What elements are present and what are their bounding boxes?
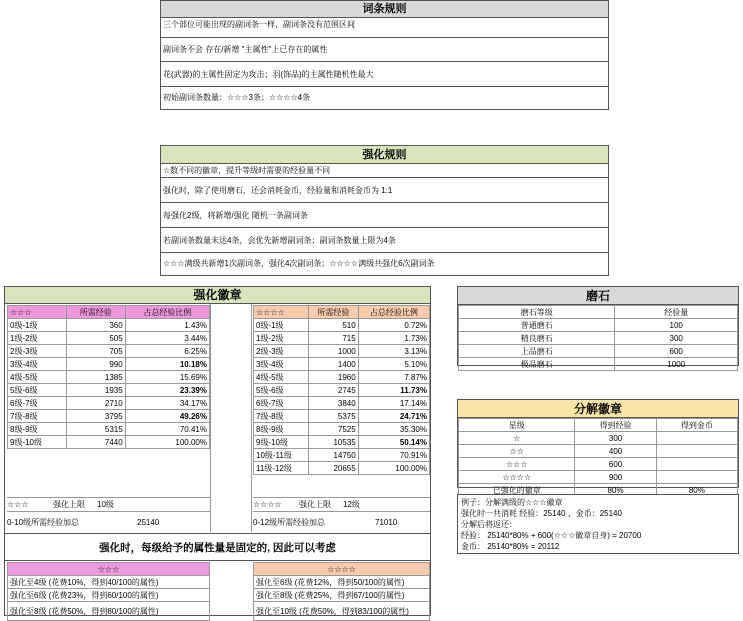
- decompose-title: 分解徽章: [458, 400, 738, 418]
- total-label: 0-12级所需经验加总: [253, 518, 326, 527]
- ratio-cell: 5.10%: [358, 358, 429, 371]
- whetstone-title: 磨石: [458, 287, 738, 305]
- ratio-cell: 7.87%: [358, 371, 429, 384]
- ratio-cell: 35.30%: [358, 423, 429, 436]
- exp-cell: 5315: [66, 423, 125, 436]
- table-row: [8, 358, 210, 371]
- affix-rules-panel: [160, 0, 609, 110]
- three-star-total: [7, 511, 210, 532]
- decompose-exp-cell: 400: [575, 445, 656, 458]
- attr-suggestion: 强化至10级 (花费50%，得到83/100的属性): [254, 602, 430, 621]
- total-value: 71010: [375, 518, 398, 527]
- table-row: [8, 423, 210, 436]
- decompose-gold-cell: [656, 445, 737, 458]
- ratio-column-header: 占总经验比例: [125, 306, 209, 319]
- table-row: [459, 471, 738, 484]
- decompose-exp-cell: 600: [575, 458, 656, 471]
- level-range-cell: 1级-2级: [254, 332, 309, 345]
- decompose-star-cell: ☆☆☆☆: [459, 471, 575, 484]
- level-range-cell: 5级-6级: [8, 384, 67, 397]
- attr-suggestion: 强化至8级 (花费50%，得到80/100的属性): [8, 602, 210, 621]
- table-row: [254, 345, 430, 358]
- exp-cell: 3795: [66, 410, 125, 423]
- whetstone-exp-cell: 100: [615, 319, 738, 332]
- ratio-cell: 70.91%: [358, 449, 429, 462]
- exp-cell: 3840: [308, 397, 358, 410]
- whetstone-panel: [457, 286, 739, 369]
- column-divider: [251, 304, 252, 532]
- exp-cell: 1960: [308, 371, 358, 384]
- table-row: [8, 332, 210, 345]
- exp-cell: 1385: [66, 371, 125, 384]
- four-star-header: ☆☆☆☆: [254, 306, 309, 319]
- level-range-cell: 8级-9级: [254, 423, 309, 436]
- attr-suggestion: 强化至8级 (花费25%，得到67/100的属性): [254, 589, 430, 602]
- decompose-star-cell: ☆☆: [459, 445, 575, 458]
- whetstone-name-cell: 精良磨石: [459, 332, 615, 345]
- enhance-rule-line: 若副词条数量未达4条，会优先新增副词条；副词条数量上限为4条: [161, 228, 608, 253]
- exp-column-header: 所需经验: [308, 306, 358, 319]
- exp-cell: 510: [308, 319, 358, 332]
- attr-title: 强化时，每级给予的属性量是固定的, 因此可以考虑: [5, 533, 430, 561]
- level-range-cell: 4级-5级: [254, 371, 309, 384]
- table-row: [254, 332, 430, 345]
- table-row: [8, 397, 210, 410]
- table-row: [254, 449, 430, 462]
- table-row: [459, 345, 738, 358]
- decompose-gold-header: 得到金币: [656, 419, 737, 432]
- decompose-gold-cell: [656, 458, 737, 471]
- exp-cell: 7525: [308, 423, 358, 436]
- table-row: [8, 371, 210, 384]
- whetstone-exp-cell: 1000: [615, 358, 738, 371]
- decompose-gold-cell: 80%: [656, 484, 737, 497]
- level-range-cell: 7级-8级: [8, 410, 67, 423]
- level-range-cell: 11级-12级: [254, 462, 309, 475]
- whetstone-name-cell: 极品磨石: [459, 358, 615, 371]
- level-range-cell: 0级-1级: [254, 319, 309, 332]
- enhance-rule-line: ☆数不同的徽章，提升等级时需要的经验量不同: [161, 164, 608, 178]
- table-row: [254, 358, 430, 371]
- ratio-cell: 70.41%: [125, 423, 209, 436]
- attr-four-star-header: ☆☆☆☆: [254, 563, 430, 576]
- exp-cell: 505: [66, 332, 125, 345]
- decompose-gold-cell: [656, 432, 737, 445]
- exp-cell: 705: [66, 345, 125, 358]
- badge-title: 强化徽章: [5, 287, 430, 304]
- exp-cell: 1935: [66, 384, 125, 397]
- ratio-cell: 1.73%: [358, 332, 429, 345]
- level-range-cell: 3级-4级: [254, 358, 309, 371]
- exp-cell: 2745: [308, 384, 358, 397]
- ratio-cell: 6.25%: [125, 345, 209, 358]
- ratio-cell: 3.13%: [358, 345, 429, 358]
- table-row: [459, 358, 738, 371]
- decompose-panel: [457, 399, 739, 495]
- level-range-cell: 8级-9级: [8, 423, 67, 436]
- attr-suggestion: 强化至4级 (花费10%，得到40/100的属性): [8, 576, 210, 589]
- limit-label: 强化上限: [299, 500, 331, 509]
- ratio-cell: 15.69%: [125, 371, 209, 384]
- badge-panel: [4, 286, 431, 616]
- table-row: [254, 371, 430, 384]
- affix-rule-line: 初始副词条数量：☆☆☆3条；☆☆☆☆4条: [163, 93, 311, 102]
- ratio-cell: 50.14%: [358, 436, 429, 449]
- total-value: 25140: [137, 518, 160, 527]
- affix-rule-line: 三个部位可能出现的副词条一样，副词条没有范围区间: [161, 18, 608, 38]
- enhance-rule-line: 强化时，除了使用磨石，还会消耗金币，经验量和消耗金币为 1:1: [161, 178, 608, 203]
- level-range-cell: 9级-10级: [8, 436, 67, 449]
- ratio-cell: 3.44%: [125, 332, 209, 345]
- table-row: [459, 319, 738, 332]
- whetstone-exp-cell: 300: [615, 332, 738, 345]
- table-row: [8, 345, 210, 358]
- example-line: 强化时一共消耗 经验：25140 、金币：25140: [461, 509, 622, 518]
- table-row: [254, 319, 430, 332]
- level-range-cell: 7级-8级: [254, 410, 309, 423]
- ratio-cell: 10.18%: [125, 358, 209, 371]
- exp-cell: 20655: [308, 462, 358, 475]
- decompose-star-cell: 已强化的徽章: [459, 484, 575, 497]
- exp-cell: 7440: [66, 436, 125, 449]
- whetstone-exp-cell: 600: [615, 345, 738, 358]
- four-star-total: [253, 511, 430, 532]
- decompose-exp-header: 得到经验: [575, 419, 656, 432]
- limit-star: ☆☆☆☆: [253, 500, 282, 509]
- enhance-rule-line: 每强化2级，将新增/强化 随机一条副词条: [161, 203, 608, 228]
- level-range-cell: 6级-7级: [8, 397, 67, 410]
- attr-four-star: [253, 562, 430, 621]
- whetstone-exp-header: 经验量: [615, 306, 738, 319]
- ratio-cell: 11.73%: [358, 384, 429, 397]
- badge-three-star-table: [7, 305, 210, 449]
- table-row: [254, 397, 430, 410]
- exp-cell: 1400: [308, 358, 358, 371]
- table-row: [254, 410, 430, 423]
- ratio-cell: 17.14%: [358, 397, 429, 410]
- exp-column-header: 所需经验: [66, 306, 125, 319]
- total-label: 0-10级所需经验加总: [7, 518, 80, 527]
- enhance-rules-panel: [160, 145, 609, 276]
- level-range-cell: 1级-2级: [8, 332, 67, 345]
- table-row: [459, 432, 738, 445]
- exp-cell: 990: [66, 358, 125, 371]
- decompose-exp-cell: 900: [575, 471, 656, 484]
- exp-cell: 5375: [308, 410, 358, 423]
- limit-value: 12级: [343, 500, 360, 509]
- affix-rules-title: 词条规则: [161, 1, 608, 18]
- decompose-exp-cell: 80%: [575, 484, 656, 497]
- attr-suggestion: 强化至6级 (花费23%，得到60/100的属性): [8, 589, 210, 602]
- ratio-cell: 0.72%: [358, 319, 429, 332]
- example-panel: [457, 494, 739, 554]
- decompose-gold-cell: [656, 471, 737, 484]
- limit-star: ☆☆☆: [7, 500, 29, 509]
- example-line: 分解后将返还：: [461, 520, 517, 529]
- decompose-star-cell: ☆☆☆: [459, 458, 575, 471]
- level-range-cell: 9级-10级: [254, 436, 309, 449]
- level-range-cell: 4级-5级: [8, 371, 67, 384]
- badge-four-star-table: [253, 305, 430, 475]
- enhance-rule-line: ☆☆☆满级共新增1次副词条，强化4次副词条；☆☆☆☆满级共强化6次副词条: [163, 259, 435, 268]
- example-line: 例子：分解满级的☆☆☆徽章: [461, 498, 563, 507]
- level-range-cell: 5级-6级: [254, 384, 309, 397]
- table-row: [8, 384, 210, 397]
- table-row: [459, 332, 738, 345]
- attr-three-star-header: ☆☆☆: [8, 563, 210, 576]
- whetstone-name-cell: 普通磨石: [459, 319, 615, 332]
- exp-cell: 2710: [66, 397, 125, 410]
- attr-suggestion: 强化至6级 (花费12%，得到50/100的属性): [254, 576, 430, 589]
- ratio-cell: 24.71%: [358, 410, 429, 423]
- exp-cell: 360: [66, 319, 125, 332]
- table-row: [254, 436, 430, 449]
- level-range-cell: 3级-4级: [8, 358, 67, 371]
- ratio-column-header: 占总经验比例: [358, 306, 429, 319]
- level-range-cell: 10级-11级: [254, 449, 309, 462]
- table-row: [8, 410, 210, 423]
- ratio-cell: 49.26%: [125, 410, 209, 423]
- example-line: 经验： 25140*80% + 600(☆☆☆徽章自身) = 20700: [461, 531, 642, 540]
- exp-cell: 10535: [308, 436, 358, 449]
- whetstone-name-cell: 上品磨石: [459, 345, 615, 358]
- table-row: [254, 423, 430, 436]
- three-star-header: ☆☆☆: [8, 306, 67, 319]
- ratio-cell: 100.00%: [358, 462, 429, 475]
- column-divider: [210, 304, 211, 532]
- level-range-cell: 6级-7级: [254, 397, 309, 410]
- level-range-cell: 2级-3级: [254, 345, 309, 358]
- table-row: [459, 445, 738, 458]
- three-star-limit: [7, 497, 210, 511]
- table-row: [8, 319, 210, 332]
- affix-rule-line: 副词条不会 存在/新增 "主属性"上已存在的属性: [161, 38, 608, 62]
- table-row: [459, 458, 738, 471]
- ratio-cell: 34.17%: [125, 397, 209, 410]
- limit-label: 强化上限: [53, 500, 85, 509]
- exp-cell: 14750: [308, 449, 358, 462]
- example-line: 金币： 25140*80% = 20112: [461, 542, 560, 551]
- table-row: [254, 462, 430, 475]
- ratio-cell: 23.39%: [125, 384, 209, 397]
- whetstone-level-header: 磨石等级: [459, 306, 615, 319]
- four-star-limit: [253, 497, 430, 511]
- table-row: [8, 436, 210, 449]
- ratio-cell: 100.00%: [125, 436, 209, 449]
- enhance-rules-title: 强化规则: [161, 146, 608, 164]
- attr-three-star: [7, 562, 210, 621]
- limit-value: 10级: [97, 500, 114, 509]
- decompose-star-cell: ☆: [459, 432, 575, 445]
- decompose-star-header: 星级: [459, 419, 575, 432]
- ratio-cell: 1.43%: [125, 319, 209, 332]
- exp-cell: 1000: [308, 345, 358, 358]
- level-range-cell: 0级-1级: [8, 319, 67, 332]
- level-range-cell: 2级-3级: [8, 345, 67, 358]
- decompose-exp-cell: 300: [575, 432, 656, 445]
- affix-rule-line: 花(武器)的主属性固定为攻击；羽(饰品)的主属性随机性最大: [161, 62, 608, 87]
- exp-cell: 715: [308, 332, 358, 345]
- table-row: [254, 384, 430, 397]
